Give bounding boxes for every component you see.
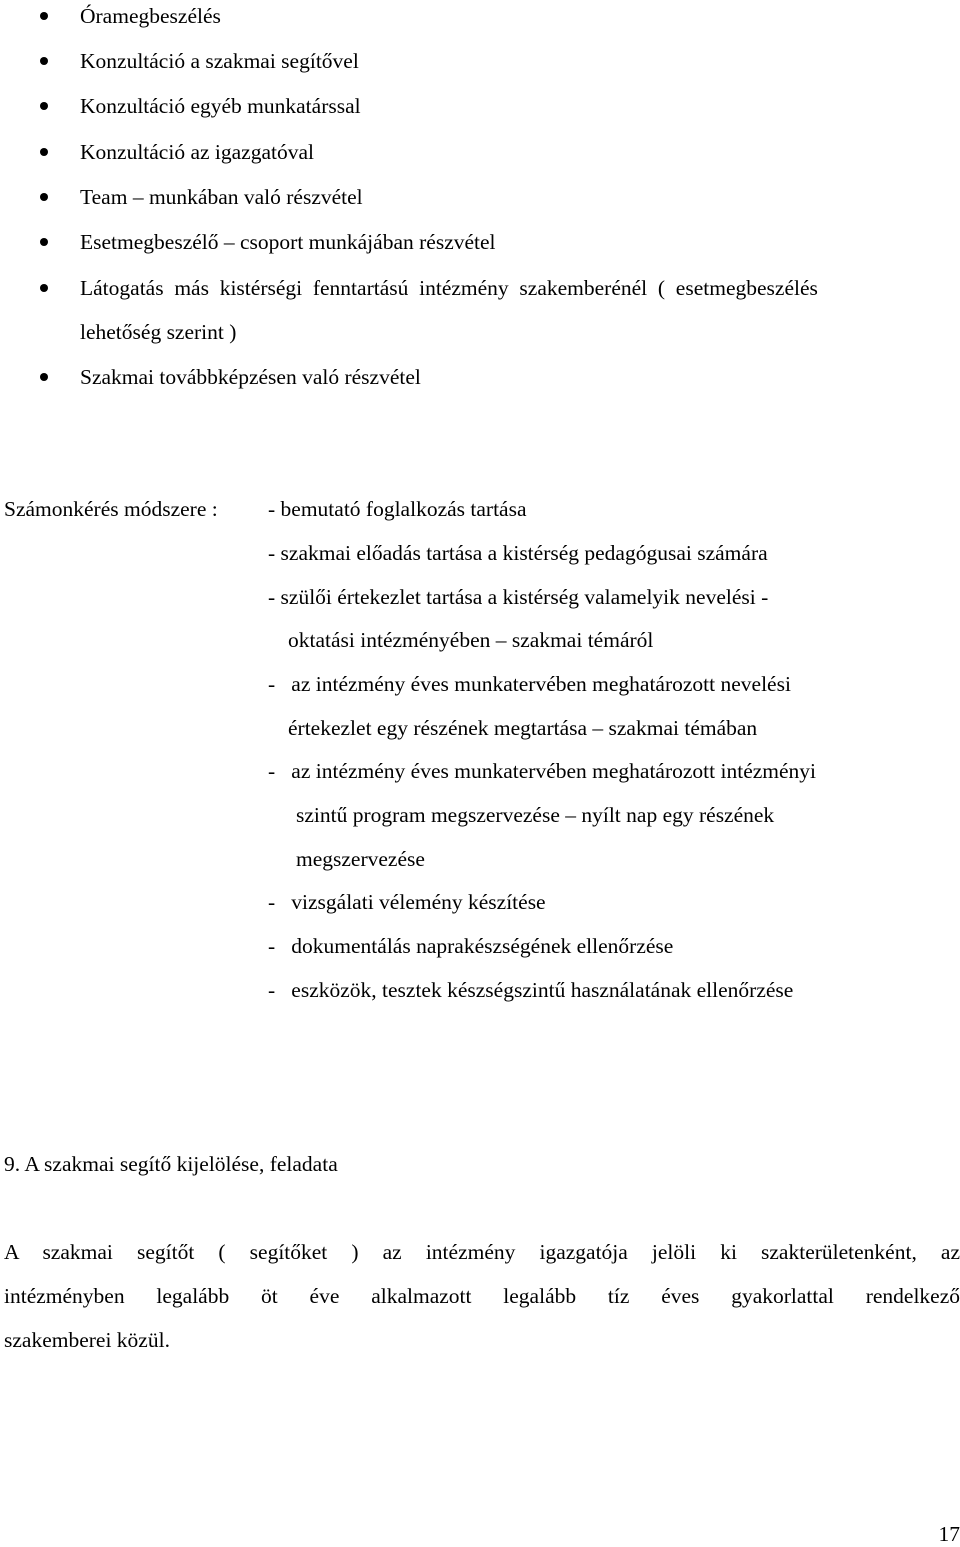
bullet-dot — [40, 373, 48, 381]
assessment-item: - szakmai előadás tartása a kistérség pedagógusai számára — [268, 541, 768, 565]
list-item: Konzultáció a szakmai segítővel — [80, 49, 359, 73]
list-item: Team – munkában való részvétel — [80, 185, 363, 209]
list-item: Konzultáció az igazgatóval — [80, 140, 315, 164]
list-item: Konzultáció egyéb munkatárssal — [80, 94, 361, 118]
assessment-item: - eszközök, tesztek készségszintű használatának ellenőrzése — [268, 978, 794, 1002]
assessment-item-continuation: értekezlet egy részének megtartása – szakmai témában — [288, 716, 758, 740]
assessment-item: - bemutató foglalkozás tartása — [268, 497, 527, 521]
bullet-dot — [40, 148, 48, 156]
section-heading: 9. A szakmai segítő kijelölése, feladata — [4, 1152, 338, 1176]
list-item: Esetmegbeszélő – csoport munkájában részvétel — [80, 230, 496, 254]
bullet-dot — [40, 238, 48, 246]
assessment-item-continuation: oktatási intézményében – szakmai témáról — [288, 628, 654, 652]
list-item: Szakmai továbbképzésen való részvétel — [80, 365, 421, 389]
assessment-item-continuation: szintű program megszervezése – nyílt nap egy részének — [296, 803, 775, 827]
assessment-item: - az intézmény éves munkatervében meghatározott intézményi — [268, 759, 817, 783]
bullet-dot — [40, 193, 48, 201]
assessment-item-continuation: megszervezése — [296, 847, 425, 871]
paragraph-line: intézményben legalább öt éve alkalmazott legalább tíz éves gyakorlattal rendelkező — [4, 1284, 960, 1308]
page-number: 17 — [938, 1522, 960, 1546]
bullet-dot — [40, 284, 48, 292]
bullet-dot — [40, 12, 48, 20]
paragraph-line: A szakmai segítőt ( segítőket ) az intézmény igazgatója jelöli ki szakterületenként, az — [4, 1240, 960, 1264]
list-item: Óramegbeszélés — [80, 4, 221, 28]
list-item-continuation: lehetőség szerint ) — [80, 320, 237, 344]
list-item: Látogatás más kistérségi fenntartású intézmény szakemberénél ( esetmegbeszélés — [80, 276, 818, 300]
assessment-item: - szülői értekezlet tartása a kistérség valamelyik nevelési - — [268, 585, 769, 609]
assessment-item: - az intézmény éves munkatervében meghatározott nevelési — [268, 672, 791, 696]
assessment-item: - vizsgálati vélemény készítése — [268, 890, 546, 914]
bullet-dot — [40, 102, 48, 110]
assessment-label: Számonkérés módszere : — [4, 497, 218, 521]
bullet-dot — [40, 57, 48, 65]
assessment-item: - dokumentálás naprakészségének ellenőrzése — [268, 934, 674, 958]
paragraph-line: szakemberei közül. — [4, 1328, 170, 1352]
